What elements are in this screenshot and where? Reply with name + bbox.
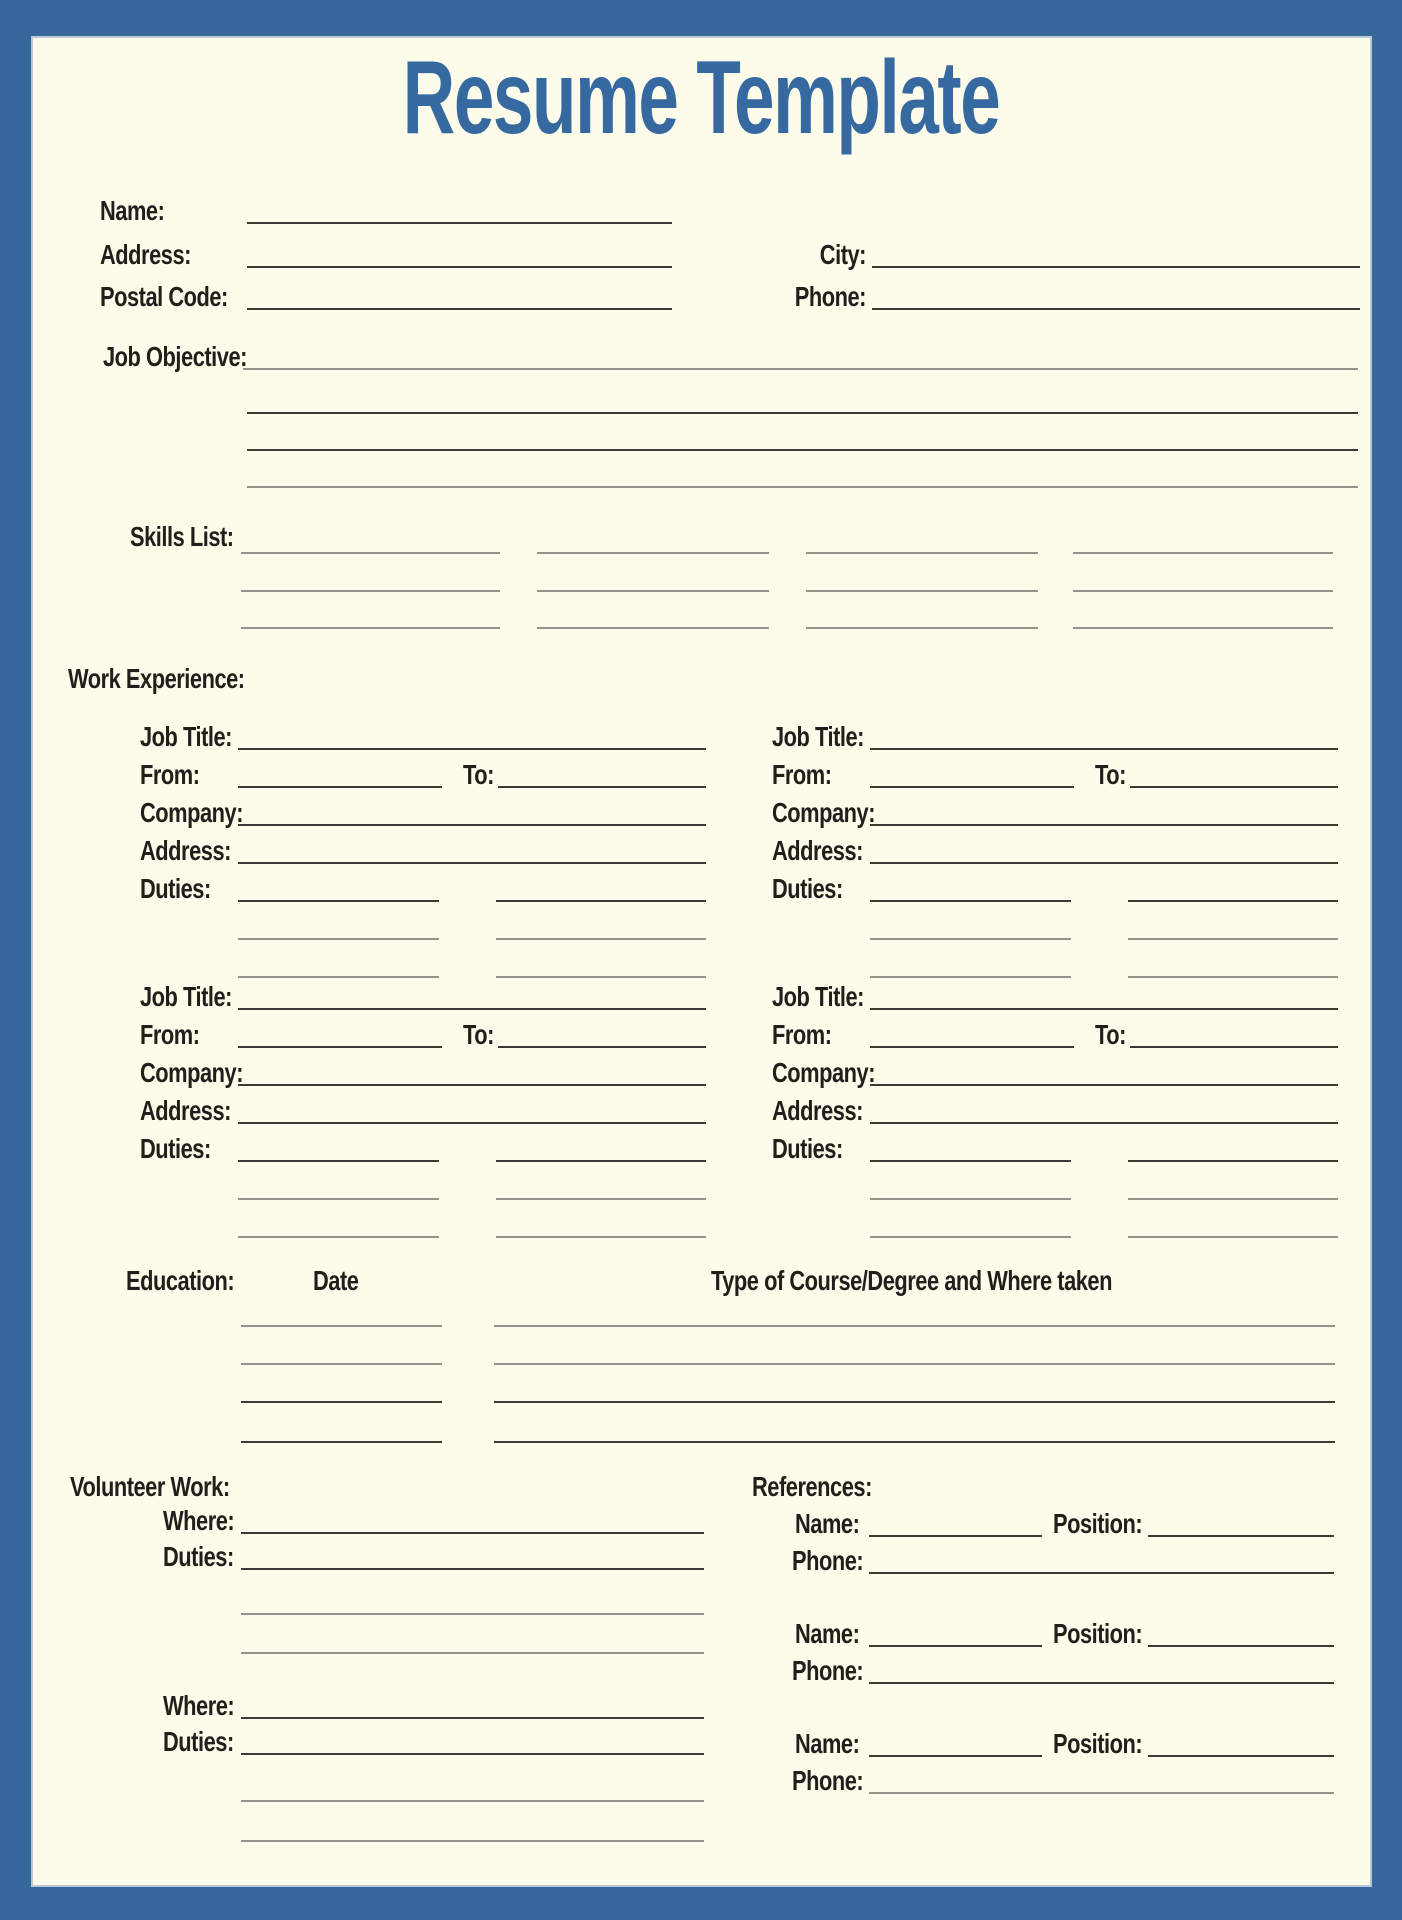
to-label: To:: [463, 1019, 494, 1050]
job-title-label: Job Title:: [772, 721, 864, 752]
work-experience-label: Work Experience:: [68, 663, 245, 694]
job-title-label: Job Title:: [140, 981, 232, 1012]
skills-input-line-r1c2[interactable]: [537, 552, 769, 554]
to-input-line[interactable]: [1130, 1046, 1338, 1048]
reference-phone-input-line-2[interactable]: [869, 1682, 1334, 1684]
volunteer-work-label: Volunteer Work:: [70, 1471, 230, 1502]
skills-input-line-r3c4[interactable]: [1073, 627, 1333, 629]
duties-input-line-3b[interactable]: [496, 976, 706, 978]
duties-input-line-1b[interactable]: [1128, 1160, 1338, 1162]
education-course-input-line-1[interactable]: [494, 1325, 1335, 1327]
company-input-line[interactable]: [238, 1084, 706, 1086]
from-label: From:: [772, 759, 832, 790]
duties-input-line-3a[interactable]: [238, 1236, 439, 1238]
company-input-line[interactable]: [870, 1084, 1338, 1086]
volunteer-duties-input-line-4[interactable]: [241, 1753, 704, 1755]
reference-position-label-2: Position:: [1053, 1618, 1143, 1649]
education-course-input-line-4[interactable]: [494, 1441, 1335, 1443]
company-input-line[interactable]: [238, 824, 706, 826]
education-date-input-line-1[interactable]: [241, 1325, 442, 1327]
skills-input-line-r3c1[interactable]: [241, 627, 500, 629]
from-input-line[interactable]: [870, 786, 1074, 788]
reference-position-input-line-3[interactable]: [1148, 1755, 1334, 1757]
name-label: Name:: [100, 195, 165, 226]
skills-input-line-r2c4[interactable]: [1073, 590, 1333, 592]
duties-input-line-1a[interactable]: [238, 900, 439, 902]
volunteer-duties-input-line-3[interactable]: [241, 1652, 704, 1654]
reference-position-label-3: Position:: [1053, 1728, 1143, 1759]
volunteer-duties-label-1: Duties:: [163, 1541, 234, 1572]
skills-input-line-r3c2[interactable]: [537, 627, 769, 629]
to-label: To:: [1095, 759, 1126, 790]
duties-input-line-3b[interactable]: [1128, 976, 1338, 978]
reference-name-input-line-3[interactable]: [869, 1755, 1042, 1757]
duties-input-line-2a[interactable]: [870, 1198, 1071, 1200]
postal-code-input-line[interactable]: [247, 308, 672, 310]
phone-input-line[interactable]: [872, 308, 1360, 310]
reference-name-label-2: Name:: [795, 1618, 860, 1649]
address-input-line[interactable]: [247, 266, 672, 268]
job-objective-input-line-1[interactable]: [243, 368, 1358, 370]
job-title-label: Job Title:: [772, 981, 864, 1012]
address-input-line[interactable]: [870, 862, 1338, 864]
duties-input-line-1a[interactable]: [870, 1160, 1071, 1162]
job-title-input-line[interactable]: [238, 748, 706, 750]
volunteer-where-label-1: Where:: [163, 1505, 235, 1536]
references-label: References:: [752, 1471, 872, 1502]
duties-input-line-3a[interactable]: [870, 976, 1071, 978]
job-block-3: [140, 982, 706, 1242]
from-input-line[interactable]: [238, 1046, 442, 1048]
job-objective-input-line-2[interactable]: [247, 412, 1358, 414]
skills-input-line-r1c1[interactable]: [241, 552, 500, 554]
from-input-line[interactable]: [870, 1046, 1074, 1048]
page-title: Resume Template: [402, 40, 1000, 156]
education-date-input-line-2[interactable]: [241, 1363, 442, 1365]
reference-name-label-1: Name:: [795, 1508, 860, 1539]
education-course-input-line-3[interactable]: [494, 1401, 1335, 1403]
address-input-line[interactable]: [238, 1122, 706, 1124]
duties-input-line-3a[interactable]: [238, 976, 439, 978]
volunteer-duties-input-line-1[interactable]: [241, 1568, 704, 1570]
company-label: Company:: [140, 797, 244, 828]
city-label: City:: [819, 239, 866, 270]
duties-label: Duties:: [772, 1133, 843, 1164]
duties-input-line-2b[interactable]: [496, 938, 706, 940]
duties-label: Duties:: [772, 873, 843, 904]
from-label: From:: [140, 1019, 200, 1050]
volunteer-duties-label-2: Duties:: [163, 1726, 234, 1757]
company-label: Company:: [140, 1057, 244, 1088]
job-block-2: [772, 722, 1338, 982]
job-objective-input-line-4[interactable]: [247, 486, 1358, 488]
from-label: From:: [772, 1019, 832, 1050]
duties-input-line-1b[interactable]: [496, 900, 706, 902]
reference-phone-label-2: Phone:: [792, 1655, 864, 1686]
duties-input-line-1a[interactable]: [870, 900, 1071, 902]
to-input-line[interactable]: [498, 1046, 706, 1048]
address-input-line[interactable]: [238, 862, 706, 864]
duties-label: Duties:: [140, 873, 211, 904]
duties-input-line-2a[interactable]: [870, 938, 1071, 940]
name-input-line[interactable]: [247, 222, 672, 224]
company-label: Company:: [772, 1057, 876, 1088]
to-input-line[interactable]: [498, 786, 706, 788]
duties-input-line-2b[interactable]: [1128, 938, 1338, 940]
job-title-label: Job Title:: [140, 721, 232, 752]
skills-input-line-r2c2[interactable]: [537, 590, 769, 592]
reference-name-label-3: Name:: [795, 1728, 860, 1759]
skills-list-label: Skills List:: [130, 521, 234, 552]
job-title-input-line[interactable]: [870, 1008, 1338, 1010]
duties-input-line-1b[interactable]: [1128, 900, 1338, 902]
duties-input-line-3b[interactable]: [1128, 1236, 1338, 1238]
education-course-input-line-2[interactable]: [494, 1363, 1335, 1365]
duties-input-line-2a[interactable]: [238, 1198, 439, 1200]
address-label: Address:: [772, 835, 863, 866]
education-date-input-line-3[interactable]: [241, 1401, 442, 1403]
duties-input-line-3b[interactable]: [496, 1236, 706, 1238]
duties-input-line-3a[interactable]: [870, 1236, 1071, 1238]
duties-input-line-1a[interactable]: [238, 1160, 439, 1162]
duties-label: Duties:: [140, 1133, 211, 1164]
from-input-line[interactable]: [238, 786, 442, 788]
address-label: Address:: [772, 1095, 863, 1126]
duties-input-line-2b[interactable]: [1128, 1198, 1338, 1200]
volunteer-duties-input-line-5[interactable]: [241, 1800, 704, 1802]
from-label: From:: [140, 759, 200, 790]
job-title-input-line[interactable]: [870, 748, 1338, 750]
duties-input-line-1b[interactable]: [496, 1160, 706, 1162]
job-block-1: [140, 722, 706, 982]
education-course-header: Type of Course/Degree and Where taken: [711, 1265, 1112, 1296]
reference-name-input-line-2[interactable]: [869, 1645, 1042, 1647]
skills-input-line-r2c1[interactable]: [241, 590, 500, 592]
address-label: Address:: [140, 835, 231, 866]
volunteer-where-input-line-2[interactable]: [241, 1717, 704, 1719]
reference-phone-label-3: Phone:: [792, 1765, 864, 1796]
skills-input-line-r3c3[interactable]: [806, 627, 1038, 629]
education-date-input-line-4[interactable]: [241, 1441, 442, 1443]
reference-phone-input-line-1[interactable]: [869, 1572, 1334, 1574]
volunteer-where-label-2: Where:: [163, 1690, 235, 1721]
education-label: Education:: [126, 1265, 235, 1296]
duties-input-line-2a[interactable]: [238, 938, 439, 940]
job-objective-input-line-3[interactable]: [247, 449, 1358, 451]
to-label: To:: [1095, 1019, 1126, 1050]
duties-input-line-2b[interactable]: [496, 1198, 706, 1200]
address-label: Address:: [140, 1095, 231, 1126]
reference-phone-input-line-3[interactable]: [869, 1792, 1334, 1794]
company-input-line[interactable]: [870, 824, 1338, 826]
job-title-input-line[interactable]: [238, 1008, 706, 1010]
city-input-line[interactable]: [872, 266, 1360, 268]
reference-name-input-line-1[interactable]: [869, 1535, 1042, 1537]
company-label: Company:: [772, 797, 876, 828]
volunteer-duties-input-line-2[interactable]: [241, 1613, 704, 1615]
skills-input-line-r1c3[interactable]: [806, 552, 1038, 554]
address-input-line[interactable]: [870, 1122, 1338, 1124]
phone-label: Phone:: [794, 281, 866, 312]
skills-input-line-r1c4[interactable]: [1073, 552, 1333, 554]
skills-input-line-r2c3[interactable]: [806, 590, 1038, 592]
reference-position-label-1: Position:: [1053, 1508, 1143, 1539]
volunteer-duties-input-line-6[interactable]: [241, 1840, 704, 1842]
job-block-4: [772, 982, 1338, 1242]
to-input-line[interactable]: [1130, 786, 1338, 788]
job-objective-label: Job Objective:: [103, 341, 247, 372]
address-label: Address:: [100, 239, 191, 270]
volunteer-where-input-line-1[interactable]: [241, 1532, 704, 1534]
reference-position-input-line-1[interactable]: [1148, 1535, 1334, 1537]
reference-position-input-line-2[interactable]: [1148, 1645, 1334, 1647]
postal-code-label: Postal Code:: [100, 281, 228, 312]
reference-phone-label-1: Phone:: [792, 1545, 864, 1576]
to-label: To:: [463, 759, 494, 790]
education-date-header: Date: [313, 1265, 359, 1296]
